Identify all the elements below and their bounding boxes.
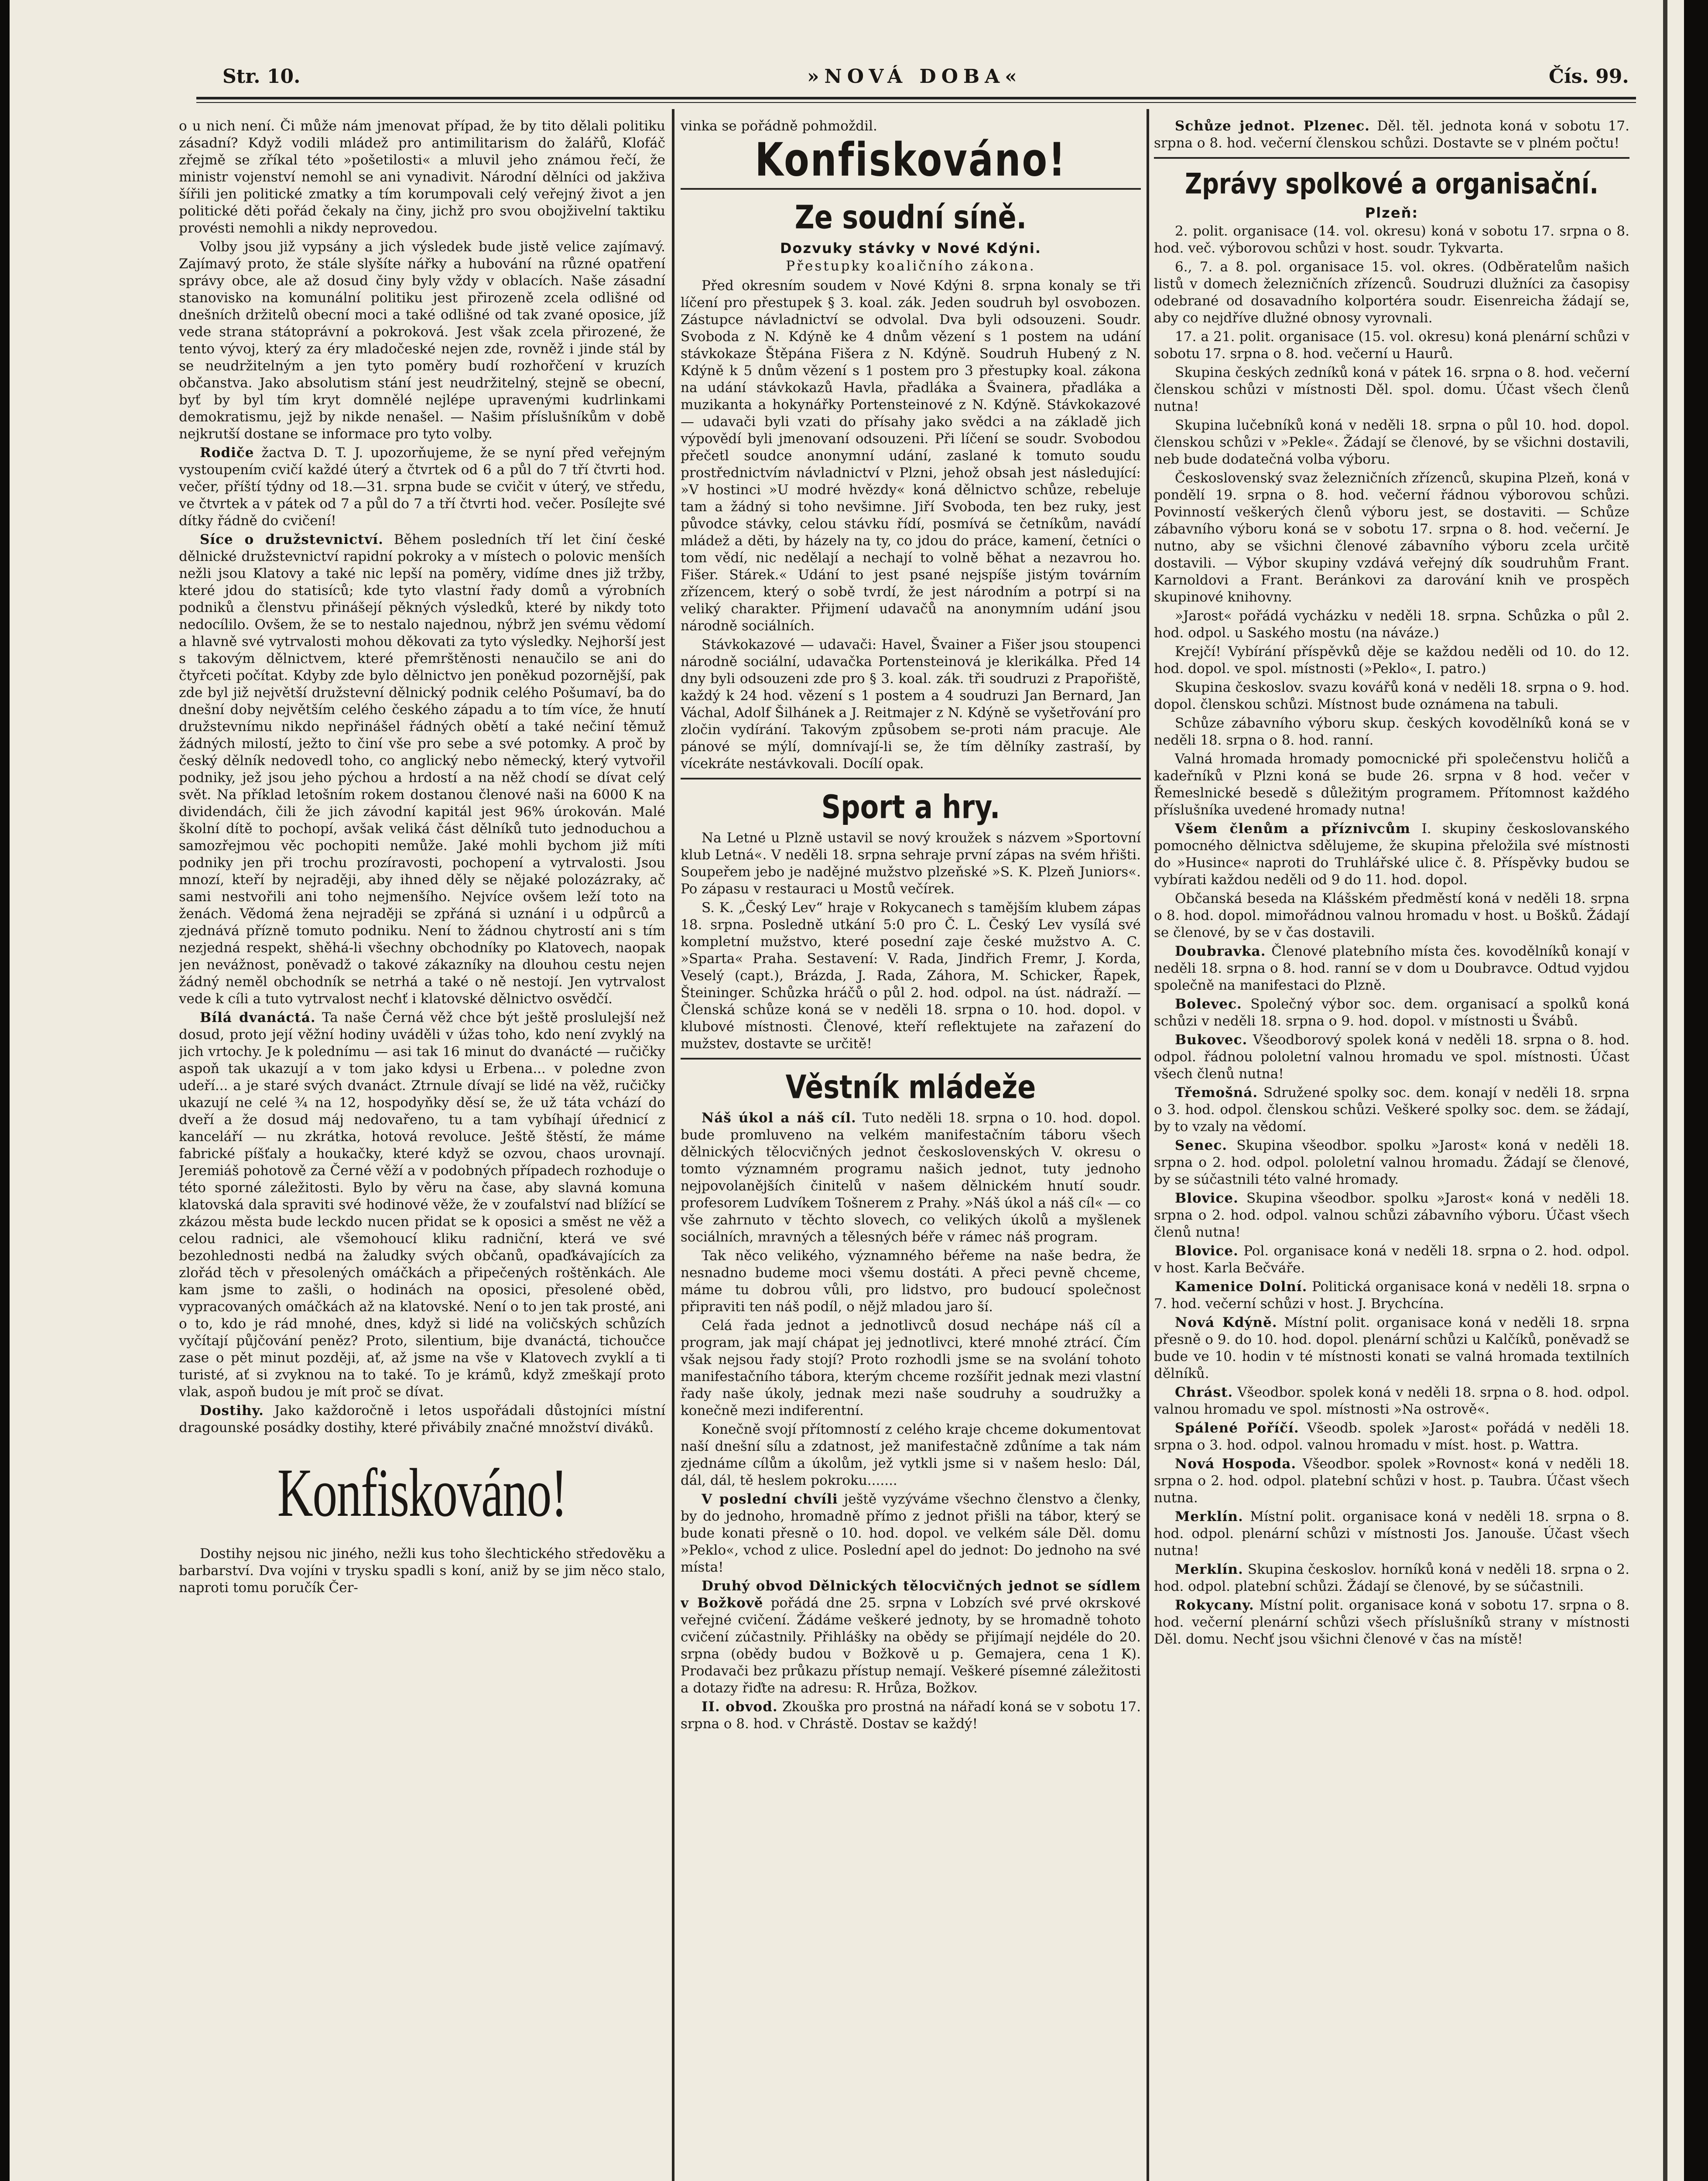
item-text: pořádá dne 25. srpna v Lobzích své prvé okrskové veřejné cvičení. Žádáme veškeré jednoty, by se hromadně tohoto cvičení zúčastnily. Přihlášky na obědy se přijímají nejdéle do 20. srpna (obědy budou v Božkově u p. Gemajera, cena 1 K). Prodavači bez průkazu přístup nemají. Veškeré písemné záležitosti a dotazy řiďte na adresu: R. Hrůza, Božkov. — [681, 1595, 1141, 1696]
article-paragraph: Před okresním soudem v Nové Kdýni 8. srpna konaly se tři líčení pro přestupek § 3. koal. zák. Jeden soudruh byl osvobozen. Zástupce návladnictví se odvolal. Dva byli odsouzeni. Soudr. Svoboda z N. Kdýně ke 4 dnům vězení s 1 postem na udání stávkokaze Štěpána Fišera z N. Kdýně. Soudruh Hubený z N. Kdýně k 5 dnům vězení s 1 postem pro 3 přestupky koal. zákona na udání stávkokazů Havla, přadláka a Švainera, přadláka a muzikanta a hokynářky Portensteinové z N. Kdýně. Stávkokazové — udavači byli vzati do přísahy jako svědci a na základě jich výpovědí byli jmenovaní odsouzeni. Při líčení se soudr. Svobodou přečetl soudce anonymní udání, zaslané k tomuto soudu prostřednictvím návladnictví v Plzni, jehož obsah jest následující: »V hostinci »U modré hvězdy« koná dělnictvo schůze, rebeluje tam a žádný si toho nevšimne. Jiří Svoboda, ten bez ruky, jest původce stávky, celou stávku řídí, posmívá se četníkům, navádí mládež a děti, by házely na ty, co jdou do práce, kamení, četníci o tom vědí, nic nedělají a nechají to volně běhat a nezavrou ho. Fišer. Stárek.« Udání to jest psané nejspíše jistým továrním zřízencem, který o sobě tvrdí, že jest národním a potrpí si na veliký charakter. Přijmení udavačů na anonymním udání jsou národně sociálních. — [681, 278, 1141, 634]
section-rule — [681, 778, 1141, 779]
news-item — [1154, 118, 1629, 152]
news-item — [681, 1699, 1141, 1733]
local-notice — [1154, 1597, 1629, 1648]
notice: Valná hromada hromady pomocnické při společenstvu holičů a kadeřníků v Plzni koná se bude 26. srpna v 8 hod. večer v Řemeslnické besedě s důležitým programem. Přítomnost každého příslušníka uvedené hromady nutna! — [1154, 751, 1629, 818]
item-text: Místní polit. organisace koná v neděli 18. srpna o 8. hod. odpol. plenární schůzi v místnosti Jos. Janouše. Účast všech nutna! — [1154, 1509, 1629, 1559]
item-text: Sdružené spolky soc. dem. konají v neděli 18. srpna o 3. hod. odpol. členskou schůzi. Veškeré spolky soc. dem. se žádají, by to vzaly na vědomí. — [1154, 1085, 1629, 1135]
article-heading: Dozvuky stávky v Nové Kdýni. — [780, 240, 1042, 256]
issue-number: Čís. 99. — [1549, 65, 1629, 88]
local-notice — [1154, 1279, 1629, 1313]
locality-heading: Třemošná. — [1175, 1085, 1258, 1101]
item-heading: Druhý obvod Dělnických tělocvičných jednot se sídlem v Božkově — [681, 1578, 1141, 1611]
item-text: Zkouška pro prostná na nářadí koná se v sobotu 17. srpna o 8. hod. v Chrástě. Dostav se každý! — [681, 1699, 1141, 1732]
item-text: Členové platebního místa čes. kovodělníků konají v neděli 18. srpna o 8. hod. ranní se v dom u Doubravce. Odtud vyjdou společně na manifestaci do Plzně. — [1154, 944, 1629, 993]
article-paragraph: S. K. „Český Lev“ hraje v Rokycanech s tamějším klubem zápas 18. srpna. Posledně utkání 5:0 pro Č. L. Český Lev vysílá své kompletní mužstvo, které posední zaje české mužstvo A. C. »Sparta« Praha. Sestavení: V. Rada, Jindřich Fremr, J. Korda, Veselý (capt.), Brázda, J. Rada, Záhora, M. Schicker, Řapek, Šteininger. Schůzka hráčů o půl 2. hod. odpol. na úst. nádraží. — Členská schůze koná se v neděli 18. srpna o 10. hod. dopol. v klubové místnosti. Členové, kteří reflektujete na zařazení do mužstev, dostavte se určitě! — [681, 900, 1141, 1052]
header-rule-thin — [196, 102, 1636, 103]
item-text: Jako každoročně i letos uspořádali důstojníci místní dragounské posádky dostihy, které přivábily značné množství diváků. — [179, 1403, 665, 1436]
scan-right-edge — [1684, 0, 1708, 2181]
section-rule — [681, 188, 1141, 190]
confiscated-stamp: Konfiskováno! — [277, 1455, 567, 1531]
locality-heading: Merklín. — [1175, 1509, 1243, 1525]
locality-heading: Bukovec. — [1175, 1032, 1248, 1048]
locality-heading: Bolevec. — [1175, 996, 1242, 1012]
news-item — [681, 1110, 1141, 1246]
article-subheading: Přestupky koaličního zákona. — [786, 258, 1036, 274]
locality-heading: Rokycany. — [1175, 1597, 1254, 1613]
item-text: žactva D. T. J. upozorňujeme, že se nyní před veřejným vystoupením cvičí každé úterý a čtvrtek od 6 a půl do 7 tří čtvrti hod. večer, příští týdny od 18.—31. srpna bude se cvičit v úterý, ve středu, ve čtvrtek a v pátek od 7 a půl do 7 a tří čtvrti hod. večer. Posílejte své dítky řádně do cvičení! — [179, 445, 665, 529]
section-heading: Zprávy spolkové a organisační. — [1185, 167, 1598, 201]
item-heading: Dostihy. — [200, 1403, 264, 1419]
notice: 6., 7. a 8. pol. organisace 15. vol. okres. (Odběratelům našich listů v domech železničních zřízenců. Soudruzi dlužníci za časopisy odebrané od dosavadního kolportéra soudr. Eisenreicha žádají se, aby co nejdříve dlužné obnosy vyrovnali. — [1154, 259, 1629, 326]
locality-heading: Blovice. — [1175, 1243, 1239, 1259]
local-notice — [1154, 1032, 1629, 1083]
locality-heading: Doubravka. — [1175, 944, 1266, 959]
item-text: Místní polit. organisace koná v sobotu 17. srpna o 8. hod. večerní plenární schůzi všech příslušníků strany v místnosti Děl. domu. Nechť jsou všichni členové v čas na místě! — [1154, 1597, 1629, 1647]
item-text: Děl. těl. jednota koná v sobotu 17. srpna o 8. hod. večerní členskou schůzi. Dostavte se v plném počtu! — [1154, 118, 1629, 151]
section-rule — [681, 1058, 1141, 1060]
locality-heading: Blovice. — [1175, 1190, 1239, 1206]
item-text: Skupina všeodbor. spolku »Jarost« koná v neděli 18. srpna o 2. hod. odpol. pololetní valnou hromadu. Žádají se členové, by se súčastnili této valné hromady. — [1154, 1138, 1629, 1187]
confiscated-banner: Konfiskováno! — [755, 133, 1067, 187]
local-notice — [1154, 1561, 1629, 1595]
news-item — [179, 444, 665, 530]
locality-heading: Chrást. — [1175, 1384, 1233, 1400]
scan-right-margin-line — [1663, 0, 1667, 2181]
item-text: Během posledních tří let činí české dělnické družstevnictví rapidní pokroky a v místech o polovic menších nežli jsou Klatovy a také nic lepší na poměry, vidíme dnes již tržby, které jdou do statisíců; kde tyto vlastní řady domů a výrobních podniků a členstvu přinášejí pěkných výsledků, které by nikdy toto nedocílilo. Ovšem, že se to nestalo najednou, nýbrž jen svému vědomí a hlavně své vytrvalosti mohou děkovati za tyto výsledky. Nejhorší jest s takovým dělnictvem, které přemrštěnosti nenaučilo se ani do čtyřceti počítat. Kdyby zde bylo dělnictvo jen poněkud pozornější, pak zde byl již největší družstevní dělnický podnik celého Pošumaví, ba do dnešní doby největším celého českého západu a to tím více, že hnutí družstevnímu nikdo nepřinášel řádných obětí a také nečiní těmuž žádných milostí, ježto to činí vše pro sebe a své potomky. A proč by český dělník nedovedl toho, co anglický nebo německý, který vytvořil podniky, jež jsou jeho pýchou a hrdostí a na něž chodí se dívat celý svět. Na příklad letošním rokem dostanou členové naši na 6000 K na dividendách, čili že jich závodní kapitál jest 96% úrokován. Malé školní dítě to pochopí, avšak veliká část dělníků tuto jednoduchou a samozřejmou věc pochopiti nemůže. Jaké mohli bychom již míti podniky jen při trochu prozíravosti, pochopení a vytrvalosti. Jsou mnozí, kteří by nejraději, aby ihned děly se nějaké polozázraky, ač sami nestvořili ani toho nejmenšího. Nejvíce ovšem leží toto na ženách. Vědomá žena nejraději se zpřáná si uznání i u odpůrců a zjednává přízně tomuto podniku. Není to žádnou chytrostí ani s tím nezjedná respekt, shěhá-li všechny obchodníky po Klatovech, naopak jen nevážnost, poněvadž o takové zákazníky na dlouhou cestu nejen žádný neměl obchodník se netrhá a také o ně nestojí. Jen vytrvalost vede k cíli a tuto vytrvalost nechť i klatovské dělnictvo osvědčí. — [179, 532, 665, 1007]
item-text: Všeodborový spolek koná v neděli 18. srpna o 8. hod. odpol. řádnou pololetní valnou hromadu ve spol. místnosti. Účast všech členů nutna! — [1154, 1032, 1629, 1082]
local-notice — [1154, 1314, 1629, 1382]
local-notice — [1154, 1508, 1629, 1559]
notice: Občanská beseda na Klášském předměstí koná v neděli 18. srpna o 8. hod. dopol. mimořádnou valnou hromadu v host. u Bošků. Žádají se členové, by se v čas dostavili. — [1154, 891, 1629, 940]
article-paragraph: Konečně svojí přítomností z celého kraje chceme dokumentovat naší dnešní sílu a zdatnost, jež manifestačně zdůníme a tak nám zjednáme cílům a úkolům, jež vytkli jsme si v našem heslo: Dál, dál, dál, tě heslem pokroku....... — [681, 1422, 1141, 1488]
column-2 — [681, 118, 1141, 2181]
item-text: Místní polit. organisace koná v neděli 18. srpna přesně o 9. do 10. hod. dopol. plenární schůzi u Kalčíků, poněvadž se bude ve 10. hodin v té místnosti konati se valná hromada textilních dělníků. — [1154, 1315, 1629, 1381]
notice: Skupina českoslov. svazu kovářů koná v neděli 18. srpna o 9. hod. dopol. členskou schůzi. Místnost bude oznámena na tabuli. — [1154, 680, 1629, 712]
item-heading: Bílá dvanáctá. — [200, 1010, 316, 1026]
local-notice — [1154, 943, 1629, 994]
item-heading: V poslední chvíli — [702, 1491, 838, 1507]
article-paragraph: Na Letné u Plzně ustavil se nový kroužek s názvem »Sportovní klub Letná«. V neděli 18. srpna sehraje první zápas na svém hřišti. Soupeřem jebo je nadějné mužstvo plzeňské »S. K. Plzeň Juniors«. Po zápasu v restauraci u Mostů večírek. — [681, 830, 1141, 897]
column-divider — [672, 109, 674, 2181]
section-heading: Sport a hry. — [821, 787, 1000, 826]
locality-heading: Nová Kdýně. — [1175, 1315, 1277, 1330]
item-text: Pol. organisace koná v neděli 18. srpna o 2. hod. odpol. v host. Karla Bečváře. — [1154, 1243, 1629, 1276]
item-text: Všeodbor. spolek koná v neděli 18. srpna o 8. hod. odpol. valnou hromadu ve spol. místnosti »Na ostrově«. — [1154, 1384, 1629, 1417]
article-paragraph: Stávkokazové — udavači: Havel, Švainer a Fišer jsou stoupenci národně sociální, udavačka Portensteinová je klerikálka. Před 14 dny byli odsouzeni zde pro § 3. koal. zák. tři soudruzi z Prapořiště, každý k 24 hod. vězení s 1 postem a 4 soudruzi Jan Bernard, Jan Váchal, Adolf Šilhánek a J. Reitmajer z N. Kdýně se vyšetřování pro zločin vydírání. Takovým způsobem se-proti nám pracuje. Ale pánové se mýlí, domnívají-li se, že tím dělníky zastraší, by vícekráte nestávkovali. Docílí opak. — [681, 637, 1141, 772]
news-item — [681, 1578, 1141, 1697]
article-paragraph: Celá řada jednot a jednotlivců dosud nechápe náš cíl a program, jak mají chápat jej jednotlivci, které mnohé ztrácí. Čím však nejsou řady stojí? Proto rozhodli jsme se na svolání tohoto manifestačního tábora, kterým chceme rozšířit jednak mezi vlastní řady naše úkoly, jednak mezi naše soudruhy a soudružky a konečně mezi indiferentní. — [681, 1318, 1141, 1419]
article-paragraph: o u nich není. Či může nám jmenovat případ, že by tito dělali politiku zásadní? Když vodili mládež pro antimilitarism do žalářů, Klofáč zřejmě se zříkal této »pošetilosti« a mluvil jeho známou řečí, že ministr vojenství nemohl se ani vynadivit. Národní dělníci od jakživa šířili jen politické zmatky a tím korumpovali celý veřejný život a jen politické děti pořád čekaly na činy, jichž pro svou obojživelní taktiku provésti nemohli a nikdy neprovedou. — [179, 118, 665, 236]
item-heading: Rodiče — [200, 445, 254, 461]
locality-heading: Kamenice Dolní. — [1175, 1279, 1308, 1295]
notice: 17. a 21. polit. organisace (15. vol. okresu) koná plenární schůzi v sobotu 17. srpna o 8. hod. večerní u Haurů. — [1154, 329, 1629, 362]
notice: 2. polit. organisace (14. vol. okresu) koná v sobotu 17. srpna o 8. hod. več. výborovou schůzi v host. soudr. Tykvarta. — [1154, 223, 1629, 256]
notice: Schůze zábavního výboru skup. českých kovodělníků koná se v neděli 18. srpna o 8. hod. ranní. — [1154, 715, 1629, 748]
article-paragraph: Tak něco velikého, významného béřeme na naše bedra, že nesnadno budeme moci všemu dostáti. A přeci pevně chceme, máme tu dobrou vůli, pro lidstvo, pro budoucí společnost připraviti ten náš podíl, o nějž mladou jaro ší. — [681, 1248, 1141, 1315]
section-heading: Ze soudní síně. — [794, 198, 1027, 236]
item-heading: Náš úkol a náš cíl. — [702, 1110, 856, 1126]
notice — [1154, 820, 1629, 889]
section-rule — [1154, 157, 1629, 159]
column-divider — [1147, 109, 1149, 2181]
city-heading: Plzeň: — [1365, 205, 1419, 221]
item-heading: Síce o družstevnictví. — [200, 532, 383, 547]
item-text: Skupina českoslov. horníků koná v neděli 18. srpna o 2. hod. odpol. platební schůzi. Žádají se členové, by se súčastnili. — [1154, 1562, 1629, 1594]
notice: Krejčí! Vybírání příspěvků děje se každou neděli od 10. do 12. hod. dopol. ve spol. místnosti (»Peklo«, I. patro.) — [1154, 644, 1629, 677]
locality-heading: Senec. — [1175, 1138, 1228, 1153]
newspaper-title: »NOVÁ DOBA« — [807, 65, 1022, 88]
item-heading: Schůze jednot. Plzenec. — [1175, 118, 1370, 134]
item-text: ještě vyzýváme všechno členstvo a členky, by do jednoho, hromadně přímo z jednot přišli na tábor, který se bude konati přesně o 10. hod. dopol. ve velkém sále Děl. domu »Peklo«, vchod z ulice. Poslední apel do jednot: Do jednoho na své místa! — [681, 1491, 1141, 1575]
local-notice — [1154, 1420, 1629, 1454]
item-text: Tuto neděli 18. srpna o 10. hod. dopol. bude promluveno na velkém manifestačním táboru všech dělnických tělocvičných jednot československých V. okresu o tomto významném programu našich jednot, tuty jednoho nejpovolanějších činitelů v našem dělnickém hnutí soudr. profesorem Ludvíkem Tošnerem z Prahy. »Náš úkol a náš cíl« — co vše zahrnuto v těchto slovech, co velikých úkolů a myšlenek sociálních, mravných a tělesných béře v rámec náš program. — [681, 1110, 1141, 1245]
locality-heading: Spálené Poříčí. — [1175, 1420, 1299, 1436]
locality-heading: Nová Hospoda. — [1175, 1456, 1297, 1472]
notice: »Jarost« pořádá vycházku v neděli 18. srpna. Schůzka o půl 2. hod. odpol. u Saského mostu (na náváze.) — [1154, 608, 1629, 641]
local-notice — [1154, 1243, 1629, 1277]
local-notice — [1154, 1084, 1629, 1135]
locality-heading: Merklín. — [1175, 1562, 1243, 1577]
notice: Skupina českých zedníků koná v pátek 16. srpna o 8. hod. večerní členskou schůzi v místnosti Děl. spol. domu. Účast všech členů nutna! — [1154, 365, 1629, 414]
item-heading: II. obvod. — [702, 1699, 778, 1715]
article-paragraph: Volby jsou již vypsány a jich výsledek bude jistě velice zajímavý. Zajímavý proto, že stále slyšíte nářky a hubování na různé opatření správy obce, ale až dosud činy byly vždy v oblacích. Naše zásadní stanovisko na komunální politiku jest přirozeně zcela odlišné od dnešních držitelů obecní moci a také odlišné od tak zvané oposice, jíž vede strana státoprávní a pokroková. Jest však zcela přirozené, že tento vývoj, který za éry mladočeské nejen zde, rovněž i jinde stál by se neudržitelným a jen tyto poměry budí rozhořčení v kruzích občanstva. Jako absolutism stání jest neudržitelný, stejně se obecní, byť by byl tím kryt domnělé nejlépe upravenými kudrlinkami demokratismu, jejž by nikde nenašel. — Našim příslušníkům v době nejkrutší dostane se informace pro tyto volby. — [179, 239, 665, 442]
news-item — [681, 1491, 1141, 1576]
local-notice — [1154, 1137, 1629, 1188]
news-item — [179, 1402, 665, 1436]
article-paragraph: Dostihy nejsou nic jiného, nežli kus toho šlechtického středověku a barbarství. Dva vojíni v trysku spadli s koní, aniž by se jim něco stalo, naproti tomu poručík Čer- — [179, 1546, 665, 1596]
local-notice — [1154, 1456, 1629, 1507]
section-heading: Věstník mládeže — [785, 1067, 1036, 1106]
local-notice — [1154, 996, 1629, 1030]
item-text: I. skupiny českoslovanského pomocného dělnictva sdělujeme, že skupina přeložila své místnosti do »Husince« naproti do Truhlářské ulice č. 8. Příspěvky budou se vybírati každou neděli od 9 do 11. hod. dopol. — [1154, 821, 1629, 888]
item-heading: Všem členům a příznivcům — [1175, 821, 1410, 837]
item-text: Všeodbor. spolek »Rovnost« koná v neděli 18. srpna o 2. hod. odpol. platební schůzi v host. p. Taubra. Účast všech nutna. — [1154, 1456, 1629, 1506]
local-notice — [1154, 1190, 1629, 1241]
item-text: Všeodb. spolek »Jarost« pořádá v neděli 18. srpna o 3. hod. odpol. valnou hromadu v míst. host. p. Wattra. — [1154, 1420, 1629, 1453]
notice: Skupina lučebníků koná v neděli 18. srpna o půl 10. hod. dopol. členskou schůzi v »Pekle«. Žádají se členové, by se všichni dostavili, neb bude dodatečná volba výboru. — [1154, 417, 1629, 467]
scan-left-edge — [0, 0, 10, 2181]
item-text: Ta naše Černá věž chce být ještě proslulejší než dosud, proto její věžní hodiny uváděli v úžas toho, kdo není zvyklý na jich vrtochy. Je k polednímu — asi tak 16 minut do dvanácté — ručičky aspoň tak ukazují a v tom jako kdysi u Erbena... v poledne zvon udeří... a je staré svých dvanáct. Ztrnule dívají se lidé na věž, ručičky ukazují ne celé ¾ na 12, hospodyňky děsí se, že už táta vchází do dveří a že dosud máj nedovařeno, tu a tam vybíhají úřednicí z kanceláří — nu zkrátka, hotová revoluce. Ještě štěstí, že máme fabrické píšťaly a houkačky, které když se ozvou, chaos urovnají. Jeremiáš pohotově za Černé věží a v podobných případech rozhoduje o této sporné záležitosti. Bylo by věru na čase, aby slavná komuna klatovská dala spraviti své hodinové věže, že v zoufalství nad blížící se zkázou města bude leckdo nucen přidat se k oposici a směst ne věž a celou radnici, ale všemohoucí kliku radniční, která ve své bezohlednosti nedbá na žaludky svých občanů, opaďkávajících za zlořád těch v přesolených omáčkách a připečených roštěnkách. Ale kam jsme to zašli, o hodinách na oposici, přesolené oběd, vypracovaných omáčkách až na klatovské. Není o to jen tak prosté, ani o to, kdo je rád mnohé, dnes, když si lidé na voličských schůzích vyčítají půjčování peněz? Proto, silentium, bije dvanáctá, tichoučce zase o pět minut později, ať, až jsme na vše v Klatovech zvyklí a ti turisté, ať si zvyknou na to také. To je krámů, když zmeškají proto vlak, aspoň budou je mít proč se dívat. — [179, 1010, 665, 1400]
column-3 — [1154, 118, 1629, 2181]
item-text: Skupina všeodbor. spolku »Jarost« koná v neděli 18. srpna o 2. hod. odpol. valnou schůzi zábavního výboru. Účast všech členů nutna! — [1154, 1190, 1629, 1240]
news-item — [179, 531, 665, 1008]
local-notice — [1154, 1384, 1629, 1418]
header-rule — [196, 97, 1636, 99]
article-paragraph: vinka se pořádně pohmoždil. — [681, 118, 877, 134]
item-text: Politická organisace koná v neděli 18. srpna o 7. hod. večerní schůzi v host. J. Brychcína. — [1154, 1279, 1629, 1312]
item-text: Společný výbor soc. dem. organisací a spolků koná schůzi v neděli 18. srpna o 9. hod. dopol. v místnosti u Švábů. — [1154, 996, 1629, 1029]
news-item — [179, 1009, 665, 1401]
column-1 — [179, 118, 665, 2181]
page-number: Str. 10. — [222, 65, 301, 88]
notice: Československý svaz železničních zřízenců, skupina Plzeň, koná v pondělí 19. srpna o 8. hod. večerní řádnou výborovou schůzi. Povinností veškerých členů výboru jest, se dostaviti. — Schůze zábavního výboru koná se v sobotu 17. srpna o 8. hod. večerní. Je nutno, aby se všichni členové zábavního výboru zcela určitě dostavili. — Výbor skupiny vzdává veřejný dík soudruhům Frant. Karnoldovi a Frant. Beránkovi za darování knih ve prospěch skupinové knihovny. — [1154, 470, 1629, 605]
page-header — [205, 65, 1629, 92]
